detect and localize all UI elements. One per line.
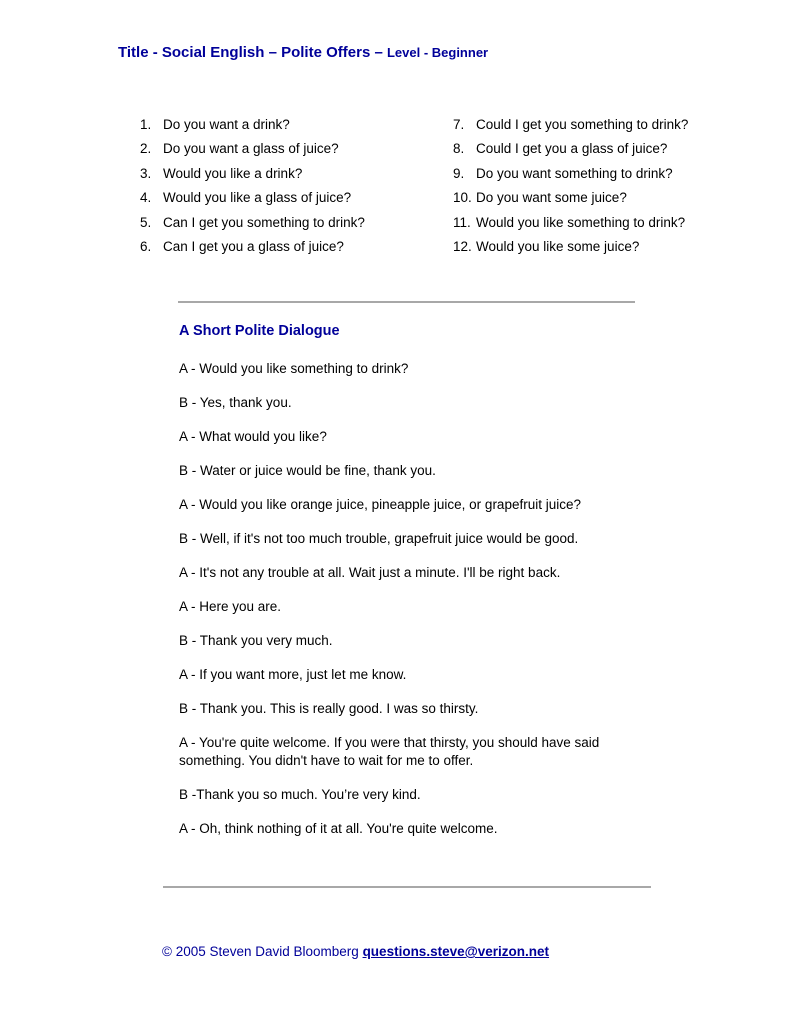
question-item (453, 140, 688, 164)
dialogue-line: A - What would you like? (179, 429, 327, 444)
question-list-left (140, 116, 365, 262)
question-number: 8. (453, 141, 465, 157)
question-text: Could I get you something to drink? (476, 117, 689, 132)
dialogue-heading: A Short Polite Dialogue (179, 323, 340, 339)
question-text: Could I get you a glass of juice? (476, 141, 668, 157)
question-number: 2. (140, 141, 152, 157)
question-text: Do you want something to drink? (476, 165, 673, 181)
question-number: 4. (140, 190, 152, 206)
question-number: 5. (140, 214, 152, 230)
dialogue-line: A - If you want more, just let me know. (179, 667, 407, 682)
question-text: Do you want some juice? (476, 190, 627, 206)
question-number: 12. (453, 238, 472, 254)
dialogue-line: A - Oh, think nothing of it at all. You're quite welcome. (179, 820, 498, 836)
dialogue-line: B - Well, if it's not too much trouble, grapefruit juice would be good. (179, 531, 579, 546)
question-text: Can I get you a glass of juice? (163, 238, 344, 254)
question-item (453, 238, 688, 262)
dialogue-line: A - Here you are. (179, 599, 282, 614)
question-item (140, 238, 365, 262)
question-text: Would you like a glass of juice? (163, 190, 352, 206)
dialogue-line: B -Thank you so much. You’re very kind. (179, 786, 421, 802)
copyright-text: © 2005 Steven David Bloomberg (162, 944, 363, 959)
question-item (140, 140, 365, 164)
dialogue-line: A - You're quite welcome. If you were that thirsty, you should have said something. You didn't have to wait for me to offer. (179, 735, 600, 768)
question-item (140, 116, 365, 140)
question-text: Would you like something to drink? (476, 214, 686, 230)
question-text: Do you want a glass of juice? (163, 141, 339, 157)
question-list-right (453, 116, 688, 262)
question-item (140, 214, 365, 238)
dialogue-line: A - Would you like orange juice, pineapple juice, or grapefruit juice? (179, 497, 581, 512)
question-text: Would you like some juice? (476, 238, 640, 254)
question-number: 3. (140, 165, 152, 181)
question-number: 1. (140, 117, 152, 132)
question-number: 6. (140, 238, 152, 254)
dialogue-line: B - Thank you. This is really good. I was so thirsty. (179, 701, 479, 716)
question-text: Would you like a drink? (163, 165, 303, 181)
title-level: Level - Beginner (386, 45, 489, 60)
question-text: Do you want a drink? (163, 117, 290, 132)
divider-bottom (163, 886, 651, 888)
dialogue-line: A - Would you like something to drink? (179, 361, 409, 376)
title-main: Title - Social English – Polite Offers – (118, 44, 387, 61)
dialogue-line: B - Yes, thank you. (179, 395, 292, 410)
question-number: 7. (453, 117, 465, 132)
question-item (453, 116, 688, 140)
question-item (140, 165, 365, 189)
dialogue-line: A - It's not any trouble at all. Wait just a minute. I'll be right back. (179, 565, 561, 580)
question-text: Can I get you something to drink? (163, 214, 365, 230)
question-item (453, 165, 688, 189)
dialogue-line: B - Water or juice would be fine, thank you. (179, 463, 436, 478)
dialogue-line: B - Thank you very much. (179, 633, 333, 648)
question-number: 9. (453, 165, 465, 181)
question-item (453, 214, 688, 238)
footer (162, 944, 549, 959)
divider-top (178, 301, 635, 303)
page-title (118, 44, 488, 61)
question-item (453, 189, 688, 213)
question-number: 11. (453, 214, 471, 230)
email-link[interactable]: questions.steve@verizon.net (362, 944, 550, 959)
dialogue-body (179, 360, 659, 854)
question-number: 10. (453, 190, 472, 206)
question-item (140, 189, 365, 213)
